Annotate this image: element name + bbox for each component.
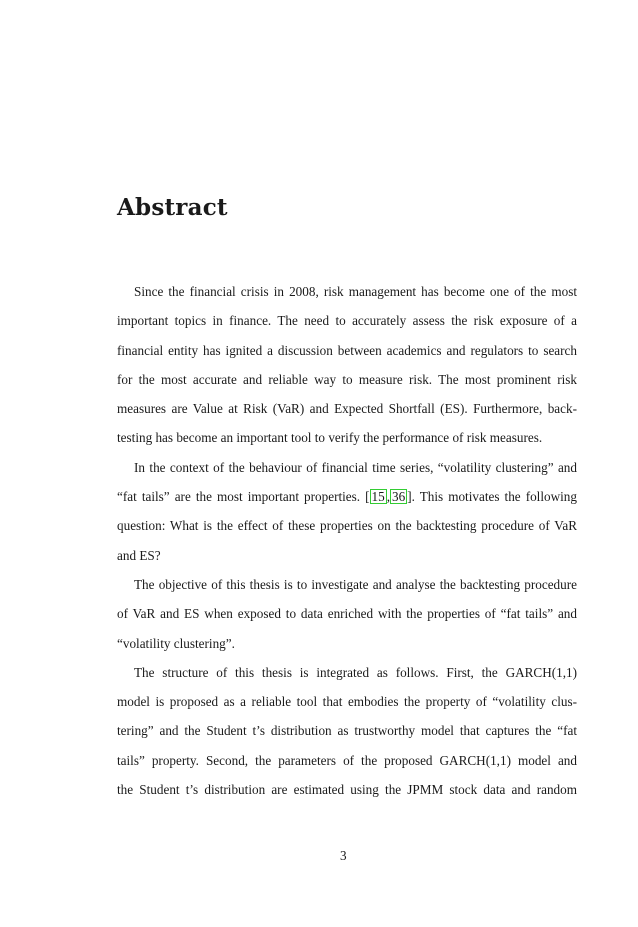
paragraph-2-line-2 [117, 482, 577, 511]
paragraph-3-line-3: “volatility clustering”. [117, 635, 235, 651]
paragraph-4-line-4: tails” property. Second, the parameters of the proposed GARCH(1,1) model and [117, 752, 577, 768]
paragraph-4-line-2: model is proposed as a reliable tool that embodies the property of “volatility clus- [117, 694, 577, 710]
paragraph-1-line-2: important topics in finance. The need to accurately assess the risk exposure of a [117, 313, 577, 329]
paragraph-1-line-6: testing has become an important tool to verify the performance of risk measures. [117, 430, 543, 446]
paragraph-1-line-5: measures are Value at Risk (VaR) and Expected Shortfall (ES). Furthermore, back- [117, 401, 577, 417]
paragraph-2-line-2-after: ]. This motivates the following [407, 489, 577, 505]
citation-link-15[interactable]: 15 [371, 489, 385, 505]
page-number: 3 [340, 848, 347, 863]
citation-separator: , [386, 489, 391, 505]
paragraph-2-line-2-before: “fat tails” are the most important properties. [ [117, 489, 370, 505]
paragraph-3-line-1: The objective of this thesis is to investigate and analyse the backtesting procedure [134, 576, 577, 592]
paragraph-4-line-3: tering” and the Student t’s distribution as trustworthy model that captures the “fat [117, 723, 577, 739]
paragraph-2-line-1: In the context of the behaviour of financial time series, “volatility clustering” and [134, 459, 577, 475]
paragraph-3-line-2: of VaR and ES when exposed to data enriched with the properties of “fat tails” and [117, 606, 577, 622]
paragraph-2-line-4: and ES? [117, 547, 161, 563]
paragraph-1-line-3: financial entity has ignited a discussion between academics and regulators to search [117, 342, 577, 358]
abstract-body [117, 277, 577, 804]
paragraph-4-line-1: The structure of this thesis is integrated as follows. First, the GARCH(1,1) [134, 664, 577, 680]
citation-link-36[interactable]: 36 [392, 489, 406, 505]
abstract-heading: Abstract [117, 194, 228, 221]
paragraph-1-line-4: for the most accurate and reliable way to measure risk. The most prominent risk [117, 371, 577, 387]
paragraph-2-line-3: question: What is the effect of these properties on the backtesting procedure of VaR [117, 518, 577, 534]
paragraph-1-line-1: Since the financial crisis in 2008, risk management has become one of the most [134, 284, 577, 299]
paragraph-4-line-5: the Student t’s distribution are estimated using the JPMM stock data and random [117, 782, 577, 798]
